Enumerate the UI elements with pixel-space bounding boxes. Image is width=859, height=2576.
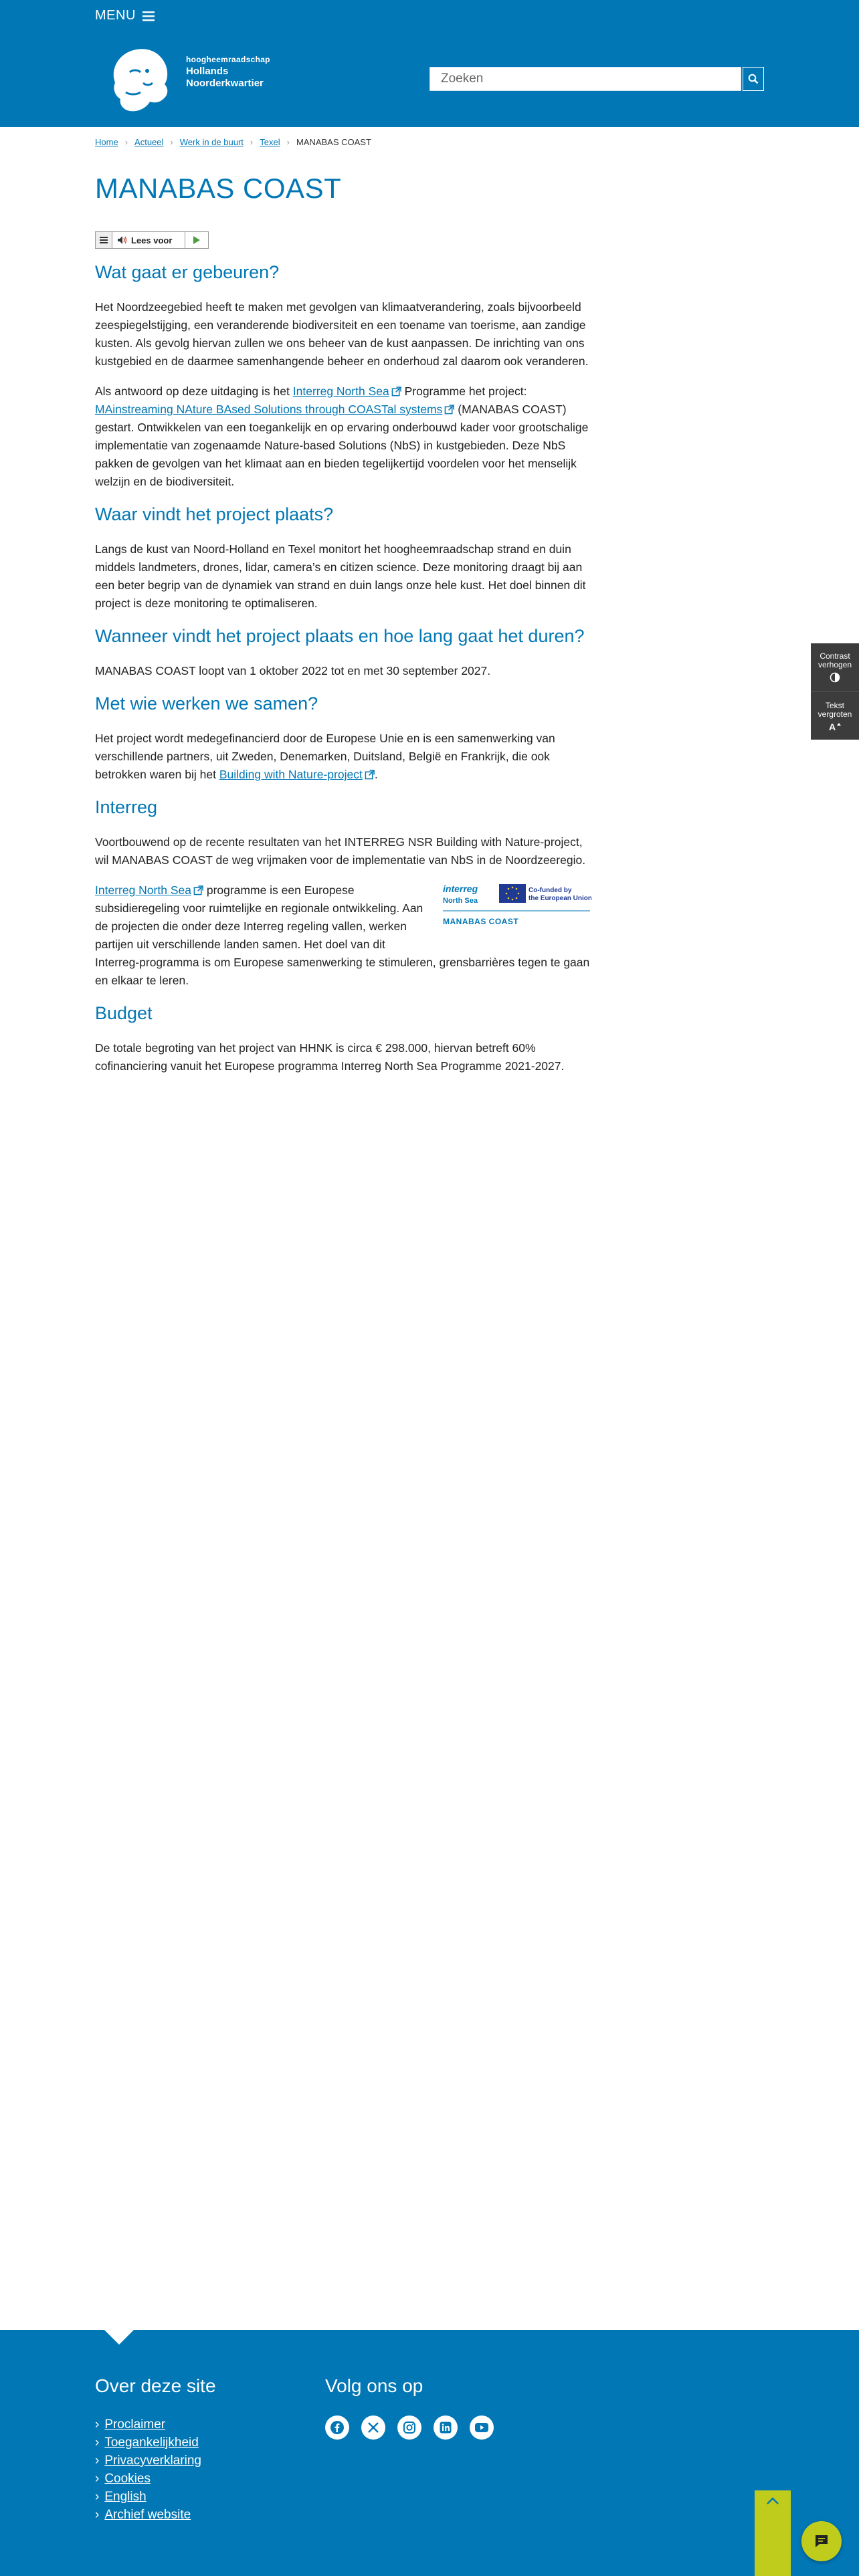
breadcrumb	[95, 137, 371, 147]
text-size-icon	[829, 722, 841, 731]
text-run: Het project wordt medegefinancierd door de Europese Unie en is een samenwerking van verschillende partners, uit Zweden, Denemarken, Duitsland, België en Frankrijk, die ook betrokken waren bij het	[95, 732, 555, 781]
paragraph: Langs de kust van Noord-Holland en Texel monitort het hoogheemraadschap strand en duin middels landmeters, drones, lidar, camera’s en citizen science. Deze monitoring draagt bij aan een beter begrip van de dynamiek van strand en duin langs onze hele kust. Het doel binnen dit project is deze monitoring te optimaliseren.	[95, 542, 586, 610]
chevron-right-icon: ›	[95, 2418, 100, 2432]
hamburger-icon	[142, 11, 155, 21]
external-link-icon	[365, 770, 375, 780]
logo-line-3: Noorderkwartier	[186, 78, 264, 89]
chevron-right-icon: ›	[95, 2454, 100, 2468]
paragraph: MANABAS COAST loopt van 1 oktober 2022 tot en met 30 september 2027.	[95, 664, 491, 677]
chat-icon	[813, 2533, 830, 2550]
interreg-brand-line-1: interreg	[443, 883, 478, 894]
footer-about	[95, 2375, 216, 2524]
linkedin-icon	[439, 2421, 452, 2434]
chevron-right-icon: ›	[286, 137, 290, 147]
x-link[interactable]	[361, 2416, 385, 2440]
logo-wordmark	[186, 53, 270, 90]
main-content	[95, 261, 591, 1087]
chat-button[interactable]	[801, 2521, 842, 2561]
external-link-icon	[391, 387, 401, 397]
contrast-label-1: Contrast	[820, 651, 850, 661]
readspeaker-bar	[95, 231, 209, 249]
list-item	[95, 2416, 216, 2434]
instagram-link[interactable]	[397, 2416, 421, 2440]
list-item	[95, 2506, 216, 2524]
chevron-right-icon: ›	[95, 2508, 100, 2522]
contrast-icon	[830, 672, 840, 683]
text-run: Als antwoord op deze uitdaging is het	[95, 385, 293, 398]
paragraph	[95, 383, 591, 491]
list-item	[95, 2452, 216, 2470]
chevron-up-icon	[766, 2497, 779, 2505]
logo-line-2: Hollands	[186, 66, 229, 77]
facebook-link[interactable]	[325, 2416, 349, 2440]
list-item	[95, 2434, 216, 2452]
paragraph: De totale begroting van het project van HHNK is circa € 298.000, hiervan betreft 60% cofinanciering vanuit het Europese programma Interreg North Sea Programme 2021-2027.	[95, 1041, 565, 1073]
linkedin-link[interactable]	[434, 2416, 458, 2440]
search-icon	[748, 74, 759, 84]
interreg-brand-line-2: North Sea	[443, 897, 478, 905]
page-title: MANABAS COAST	[95, 173, 342, 204]
external-link-icon	[193, 885, 203, 895]
facebook-icon	[330, 2420, 345, 2435]
footer-heading: Over deze site	[95, 2375, 216, 2396]
social-links	[325, 2416, 494, 2440]
footer-notch	[103, 2329, 135, 2345]
readspeaker-listen-button[interactable]	[112, 232, 185, 248]
play-icon	[193, 236, 200, 244]
footer-links	[95, 2416, 216, 2524]
footer-link-english[interactable]: English	[104, 2490, 147, 2504]
readspeaker-play-button[interactable]	[185, 232, 208, 248]
section-heading: Budget	[95, 1003, 153, 1023]
interreg-north-sea-link[interactable]: Interreg North Sea	[292, 385, 389, 398]
accessibility-widget	[811, 643, 859, 740]
manabas-project-link[interactable]: MAinstreaming NAture BAsed Solutions through COASTal systems	[95, 403, 443, 416]
footer-link-archief[interactable]: Archief website	[104, 2508, 191, 2522]
text-size-button[interactable]	[811, 691, 859, 740]
footer-social	[325, 2375, 494, 2440]
breadcrumb-werk-in-de-buurt[interactable]: Werk in de buurt	[179, 137, 244, 147]
readspeaker-menu-button[interactable]	[96, 232, 112, 248]
chevron-right-icon: ›	[250, 137, 254, 147]
breadcrumb-actueel[interactable]: Actueel	[134, 137, 164, 147]
site-header	[0, 0, 859, 127]
external-link-icon	[444, 405, 454, 415]
footer-link-toegankelijkheid[interactable]: Toegankelijkheid	[104, 2436, 199, 2450]
text-size-label-1: Tekst	[825, 701, 844, 710]
contrast-label-2: verhogen	[818, 660, 852, 669]
paragraph	[95, 730, 591, 784]
building-with-nature-link[interactable]: Building with Nature-project	[219, 768, 363, 781]
chevron-right-icon: ›	[95, 2436, 100, 2450]
text-size-label-2: vergroten	[818, 710, 852, 719]
back-to-top-button[interactable]	[755, 2490, 791, 2576]
interreg-north-sea-link[interactable]: Interreg North Sea	[95, 883, 191, 897]
breadcrumb-home[interactable]: Home	[95, 137, 118, 147]
section-heading: Wanneer vindt het project plaats en hoe lang gaat het duren?	[95, 626, 585, 646]
logo-line-1: hoogheemraadschap	[186, 55, 270, 64]
footer-link-proclaimer[interactable]: Proclaimer	[104, 2418, 166, 2432]
youtube-icon	[474, 2422, 489, 2433]
list-item	[95, 2488, 216, 2506]
interreg-block	[95, 881, 591, 990]
youtube-link[interactable]	[470, 2416, 494, 2440]
section-heading: Met wie werken we samen?	[95, 693, 318, 714]
text-run: (MANABAS COAST) gestart. Ontwikkelen van een toegankelijk en op ervaring onderbouwd kader voor grootschalige implementatie van zogenaamde Nature-based Solutions (NbS) in kustgebieden. Deze NbS pakken de gevolgen van het klimaat aan en bieden tegelijkertijd voordelen voor het menselijk welzijn en de biodiversiteit.	[95, 403, 589, 488]
svg-text:A: A	[829, 722, 836, 731]
speaker-icon	[118, 236, 127, 244]
list-icon	[100, 237, 108, 243]
breadcrumb-current: MANABAS COAST	[296, 137, 371, 147]
interreg-project-name: MANABAS COAST	[443, 917, 519, 926]
footer-link-cookies[interactable]: Cookies	[104, 2472, 151, 2486]
menu-label: MENU	[95, 8, 136, 23]
menu-button[interactable]	[95, 8, 155, 23]
chevron-right-icon: ›	[170, 137, 173, 147]
contrast-button[interactable]	[811, 643, 859, 691]
eu-cofunded-line-2: the European Union	[529, 895, 591, 902]
interreg-logo	[442, 881, 591, 936]
list-item	[95, 2470, 216, 2488]
readspeaker-label: Lees voor	[131, 235, 173, 245]
instagram-icon	[403, 2421, 416, 2434]
search-input[interactable]	[430, 67, 741, 91]
eu-cofunded-line-1: Co-funded by	[529, 887, 572, 894]
paragraph: Het Noordzeegebied heeft te maken met gevolgen van klimaatverandering, zoals bijvoorbeeld zeespiegelstijging, een veranderende biodiversiteit en een toename van toerisme, aan zandige kusten. Als gevolg hiervan zullen we ons beheer van de kust aanpassen. De inrichting van ons kustgebied en de daarmee samenhangende beheer en onderhoud zal daarom ook veranderen.	[95, 300, 589, 368]
chevron-right-icon: ›	[124, 137, 128, 147]
breadcrumb-texel[interactable]: Texel	[260, 137, 280, 147]
search-button[interactable]	[743, 67, 764, 91]
text-run: Programme het project:	[401, 385, 527, 398]
section-heading: Waar vindt het project plaats?	[95, 504, 334, 524]
footer-heading: Volg ons op	[325, 2375, 423, 2396]
section-heading: Interreg	[95, 797, 158, 817]
chevron-right-icon: ›	[95, 2472, 100, 2486]
footer-link-privacyverklaring[interactable]: Privacyverklaring	[104, 2454, 201, 2468]
text-run: .	[374, 768, 378, 781]
paragraph: Voortbouwend op de recente resultaten van het INTERREG NSR Building with Nature-project, wil MANABAS COAST de weg vrijmaken voor de implementatie van NbS in de Noordzeeregio.	[95, 835, 586, 867]
text-run: programme is een Europese subsidieregeling voor ruimtelijke en regionale ontwikkeling. Aan de projecten die onder deze Interreg regeling vallen, werken partijen uit verschillende landen samen. Het doel van dit Interreg-programma is om Europese samenwerking te stimuleren, grensbarrières tegen te gaan en elkaar te leren.	[95, 883, 590, 987]
x-icon	[367, 2421, 380, 2434]
section-heading: Wat gaat er gebeuren?	[95, 262, 280, 282]
chevron-right-icon: ›	[95, 2490, 100, 2504]
site-footer	[0, 2330, 859, 2576]
interreg-logo-graphic	[442, 881, 591, 936]
